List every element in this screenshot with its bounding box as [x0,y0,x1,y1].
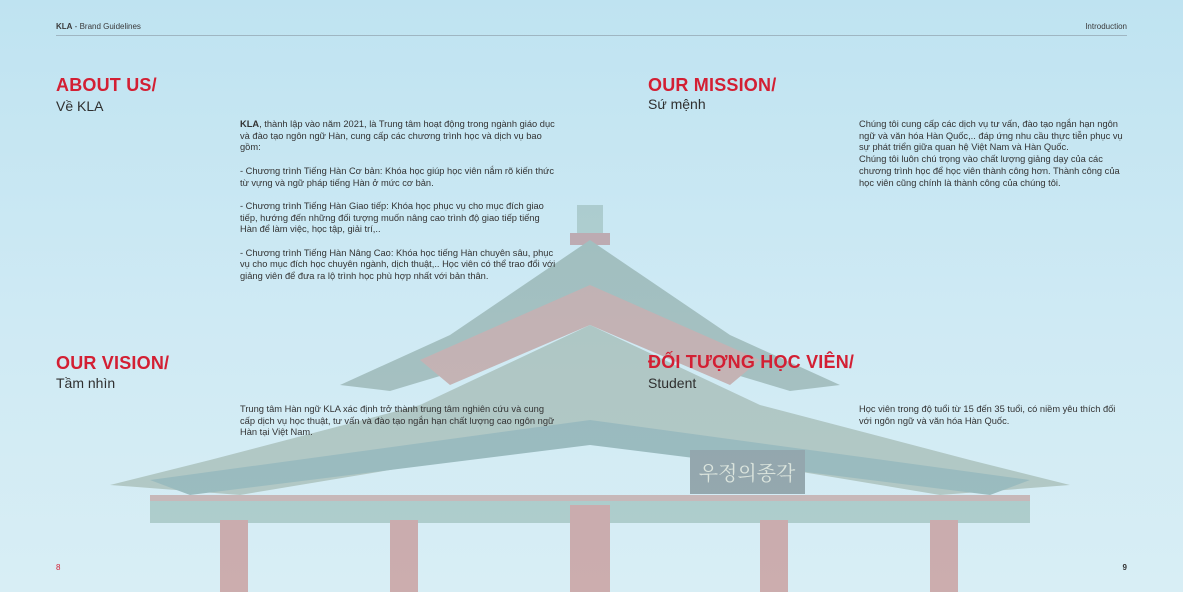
page-number-left: 8 [56,563,61,572]
mission-text: Chúng tôi cung cấp các dịch vụ tư vấn, đào tạo ngắn hạn ngôn ngữ và văn hóa Hàn Quốc,.. đáp ứng nhu cầu thực tiễn phục vụ sự phát triển giữa quan hệ Việt Nam và Hàn Quốc. Chúng tôi luôn chú trọng vào chất lượng giảng dạy của các chương trình học để học viên thành công hơn. Thành công của học viên cũng chính là thành công của chúng tôi. [859,119,1123,188]
page-number-right: 9 [1122,563,1127,572]
header-section: Introduction [1085,22,1127,31]
about-lead: KLA [240,119,260,129]
mission-subtitle: Sứ mệnh [648,96,706,112]
about-title: ABOUT US/ [56,75,157,95]
student-title: ĐỐI TƯỢNG HỌC VIÊN/ [648,352,855,372]
mission-title: OUR MISSION/ [648,75,777,95]
vision-subtitle: Tầm nhìn [56,375,116,391]
student-subtitle: Student [648,375,697,391]
about-body: , thành lập vào năm 2021, là Trung tâm hoạt động trong ngành giáo dục và đào tạo ngôn ngữ Hàn, cung cấp các chương trình học và dịch vụ bao gồm: - Chương trình Tiếng Hàn Cơ bản: Khóa học giúp học viên nắm rõ kiến thức từ vựng và ngữ pháp tiếng Hàn ở mức cơ bản. - Chương trình Tiếng Hàn Giao tiếp: Khóa học phục vụ cho mục đích giao tiếp, hướng đến những đối tượng muốn nâng cao trình độ giao tiếp tiếng Hàn để làm việc, học tập, giải trí,.. - Chương trình Tiếng Hàn Nâng Cao: Khóa học tiếng Hàn chuyên sâu, phục vụ cho mục đích học chuyên ngành, dịch thuật,.. Học viên có thể trao đổi với giảng viên để đưa ra lộ trình học phù hợp nhất với bản thân. [240,119,556,282]
signboard-text: 우정의종각 [698,461,796,485]
brand-suffix: - Brand Guidelines [72,22,141,31]
about-text [240,119,558,283]
vision-title: OUR VISION/ [56,353,170,373]
header-brand [56,22,141,31]
student-text: Học viên trong độ tuổi từ 15 đến 35 tuổi, có niềm yêu thích đối với ngôn ngữ và văn hóa Hàn Quốc. [859,404,1116,426]
vision-text: Trung tâm Hàn ngữ KLA xác định trở thành trung tâm nghiên cứu và cung cấp dịch vụ học thuật, tư vấn và đào tạo ngắn hạn chất lượng cao ngôn ngữ Hàn tại Việt Nam. [240,404,555,438]
brand-name: KLA [56,22,73,31]
header-divider [56,35,1127,36]
about-subtitle: Về KLA [56,98,104,114]
